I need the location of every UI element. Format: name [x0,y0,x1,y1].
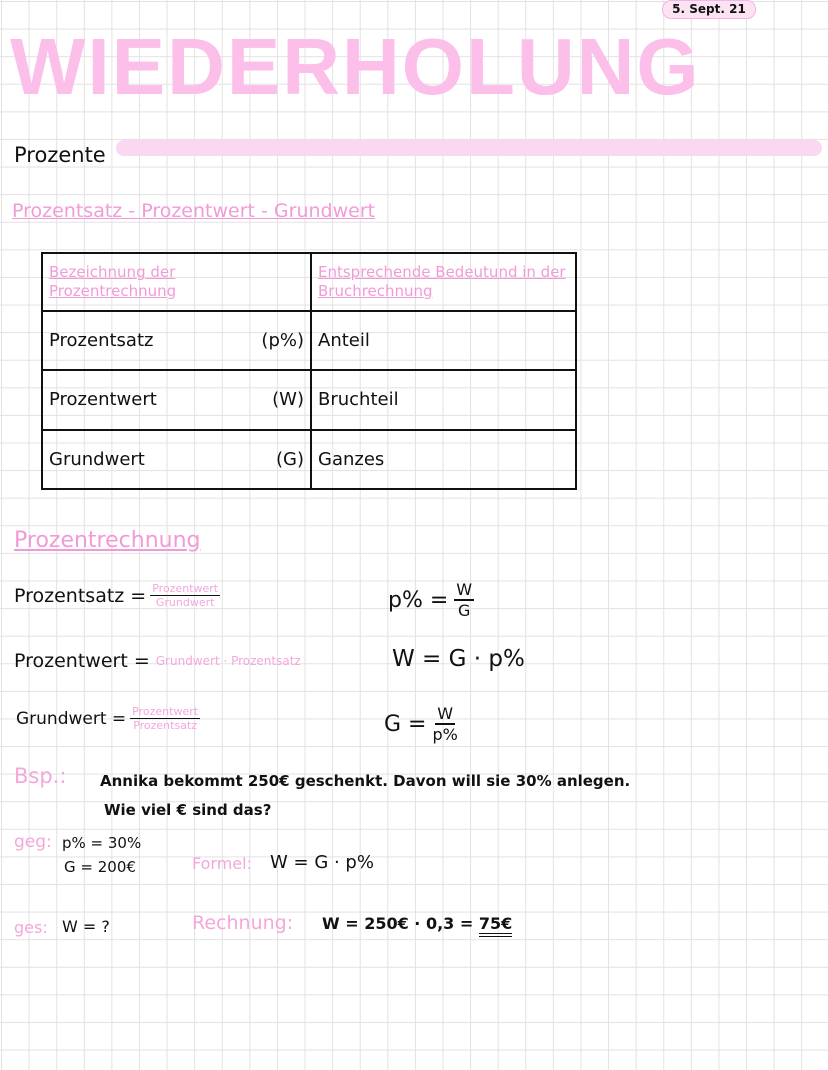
formula-base-value-short: G = $\frac{W}{p\%}$ [384,704,458,744]
table-header-cell: Bezeichnung der Prozentrechnung [42,253,311,311]
table-row [42,430,576,489]
formula-percent-value-short: W = G · p% [392,646,525,672]
term-symbol: (W) [272,389,304,411]
definition-table [41,252,577,490]
example-text-line1: Annika bekommt 250€ geschenkt. Davon will sie 30% anlegen. [100,772,631,790]
formula-percent-rate: Prozentsatz = $\frac{\text{Prozentwert}}{\text{Grundwert}}$ [14,582,219,609]
table-row [42,311,576,370]
term-meaning: Anteil [311,311,576,370]
highlight-bar [116,140,822,156]
result-value: 75€ [479,914,512,937]
calculation: W = 250€ · 0,3 = 75€ [322,914,512,933]
formula-percent-rate-short: p% = $\frac{W}{G}$ [388,580,473,620]
table-row [42,370,576,429]
given-base: G = 200€ [64,858,136,876]
calculation-tag: Rechnung: [192,912,294,934]
example-tag: Bsp.: [14,764,67,788]
term-symbol: (p%) [261,330,304,352]
formula-base-value: Grundwert = $\frac{\text{Prozentwert}}{\text{Prozentsatz}}$ [16,705,199,732]
table-header-cell: Entsprechende Bedeutund in der Bruchrechnung [311,253,576,311]
example-text-line2: Wie viel € sind das? [104,801,272,819]
topic-heading: Prozente [14,143,106,167]
example-formula: W = G · p% [270,852,374,873]
sought-value: W = ? [62,917,110,936]
section-heading: Prozentrechnung [14,528,201,553]
given-tag: geg: [14,832,52,852]
subtitle: Prozentsatz - Prozentwert - Grundwert [12,200,376,222]
term-name: Grundwert [49,448,145,470]
sought-tag: ges: [14,918,48,937]
table-header-row [42,253,576,311]
page-title: WIEDERHOLUNG [10,22,701,111]
term-meaning: Bruchteil [311,370,576,429]
date-badge: 5. Sept. 21 [662,0,756,19]
given-percent: p% = 30% [62,834,142,852]
term-meaning: Ganzes [311,430,576,489]
formula-tag: Formel: [192,854,252,873]
term-name: Prozentsatz [49,330,154,352]
term-symbol: (G) [276,448,304,470]
formula-percent-value: Prozentwert = Grundwert · Prozentsatz [14,650,301,672]
term-name: Prozentwert [49,389,157,411]
